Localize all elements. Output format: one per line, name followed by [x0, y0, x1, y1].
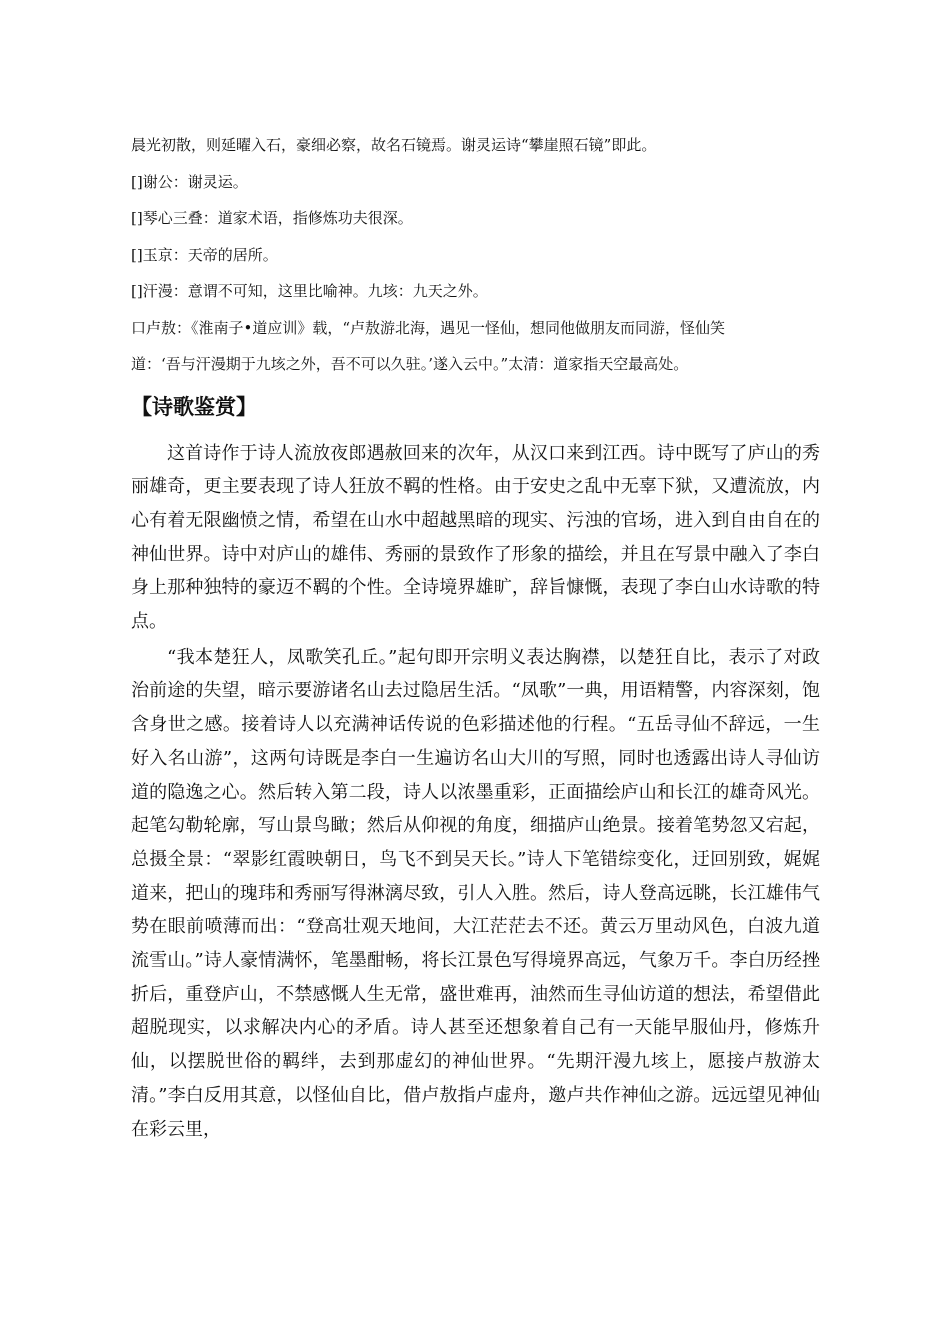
note-line-qinxin: []琴心三叠：道家术语，指修炼功夫很深。 — [131, 209, 413, 227]
note-line-yujing: []玉京：天帝的居所。 — [131, 245, 278, 264]
section-heading: 【诗歌鉴赏】 — [131, 394, 257, 419]
appreciation-paragraph-2: “我本楚狂人，凤歌笑孔丘。”起句即开宗明义表达胸襟，以楚狂自比，表示了对政治前途的失望，暗示要游诸名山去过隐居生活。“凤歌”一典，用语精警，内容深刻，饱含身世之感。接着诗人以充满神话传说的色彩描述他的行程。“五岳寻仙不辞远，一生好入名山游”，这两句诗既是李白一生遍访名山大川的写照，同时也透露出诗人寻仙访道的隐逸之心。然后转入第二段，诗人以浓墨重彩，正面描绘庐山和长江的雄奇风光。起笔勾勒轮廓，写山景鸟瞰；然后从仰视的角度，细描庐山绝景。接着笔势忽又宕起，总摄全景：“翠影红霞映朝日，鸟飞不到吴天长。”诗人下笔错综变化，迂回别致，娓娓道来，把山的瑰玮和秀丽写得淋漓尽致，引人入胜。然后，诗人登高远眺，长江雄伟气势在眼前喷薄而出：“登高壮观天地间，大江茫茫去不还。黄云万里动风色，白波九道流雪山。”诗人豪情满怀，笔墨酣畅，将长江景色写得境界高远，气象万千。李白历经挫折后，重登庐山，不禁感慨人生无常，盛世难再，油然而生寻仙访道的想法，希望借此超脱现实，以求解决内心的矛盾。诗人甚至还想象着自己有一天能早服仙丹，修炼升仙，以摆脱世俗的羁绊，去到那虚幻的神仙世界。“先期汗漫九垓上，愿接卢敖游太清。”李白反用其意，以怪仙自比，借卢敖指卢虚舟，邀卢共作神仙之游。远远望见神仙在彩云里， — [131, 646, 820, 1140]
appreciation-paragraph-1: 这首诗作于诗人流放夜郎遇赦回来的次年，从汉口来到江西。诗中既写了庐山的秀丽雄奇，更主要表现了诗人狂放不羁的性格。由于安史之乱中无辜下狱，又遭流放，内心有着无限幽愤之情，希望在山水中超越黑暗的现实、污浊的官场，进入到自由自在的神仙世界。诗中对庐山的雄伟、秀丽的景致作了形象的描绘，并且在写景中融入了李白身上那种独特的豪迈不羁的个性。全诗境界雄旷，辞旨慷慨，表现了李白山水诗歌的特点。 — [131, 442, 820, 633]
note-line-hanman: []汗漫：意谓不可知，这里比喻神。九垓：九天之外。 — [131, 282, 488, 300]
note-line-shijing: 晨光初散，则延曜入石，豪细必察，故名石镜焉。谢灵运诗“攀崖照石镜”即此。 — [131, 136, 657, 154]
note-line-luao: 口卢敖：《淮南子•道应训》载，“卢敖游北海，遇见一怪仙，想同他做朋友而同游，怪仙笑 — [131, 318, 726, 337]
note-line-xiegong: []谢公：谢灵运。 — [131, 172, 248, 191]
annotation-notes — [131, 127, 840, 383]
appreciation-body — [131, 437, 820, 1147]
note-line-luao-cont: 道：‘吾与汗漫期于九垓之外，吾不可以久驻。’遂入云中。”太清：道家指天空最高处。 — [131, 355, 689, 373]
